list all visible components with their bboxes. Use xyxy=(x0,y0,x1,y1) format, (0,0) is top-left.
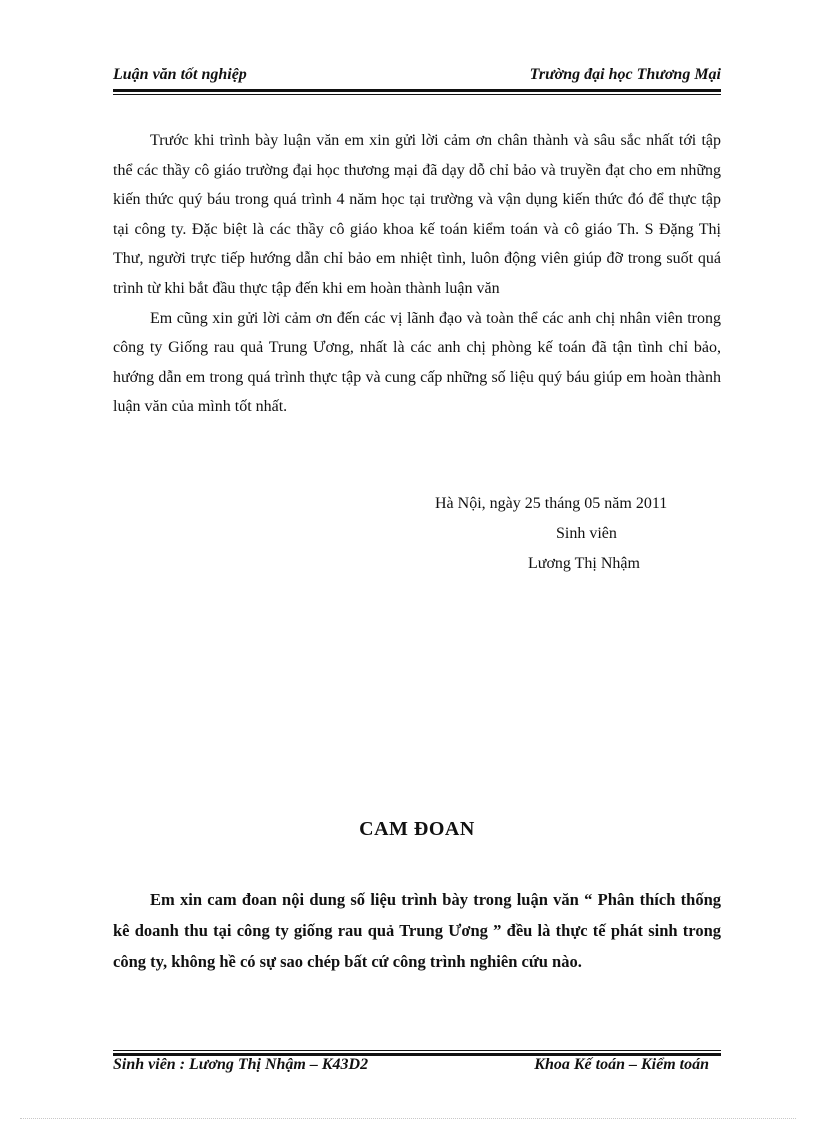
pledge-title: CAM ĐOAN xyxy=(359,818,475,840)
header-thesis-label: Luận văn tốt nghiệp xyxy=(113,66,247,83)
header-rule-thin xyxy=(113,94,721,95)
page-edge-divider xyxy=(20,1118,796,1119)
header-university-label: Trường đại học Thương Mại xyxy=(529,66,721,83)
signature-role: Sinh viên xyxy=(556,525,617,542)
signature-place-date: Hà Nội, ngày 25 tháng 05 năm 2011 xyxy=(435,495,668,512)
signature-block xyxy=(380,489,760,579)
acknowledgement-paragraph-2: Em cũng xin gửi lời cảm ơn đến các vị lãnh đạo và toàn thể các anh chị nhân viên trong công ty Giống rau quả Trung Ương, nhất là các anh chị phòng kế toán đã tận tình chỉ bảo, hướng dẫn em trong quá trình thực tập và cung cấp những số liệu quý báu giúp em hoàn thành luận văn của mình tốt nhất. xyxy=(113,309,721,416)
page-footer xyxy=(113,1056,709,1074)
signature-name: Lương Thị Nhậm xyxy=(528,555,640,572)
footer-rule-thin xyxy=(113,1050,721,1051)
pledge-section xyxy=(113,884,721,977)
page-header xyxy=(113,66,721,84)
pledge-text: Em xin cam đoan nội dung số liệu trình bày trong luận văn “ Phân thích thống kê doanh thu tại công ty giống rau quả Trung Ương ” đều là thực tế phát sinh trong công ty, không hề có sự sao chép bất cứ công trình nghiên cứu nào. xyxy=(113,890,721,971)
header-rule-thick xyxy=(113,89,721,92)
footer-faculty-label: Khoa Kế toán – Kiểm toán xyxy=(534,1056,709,1073)
acknowledgement-paragraph-1: Trước khi trình bày luận văn em xin gửi lời cảm ơn chân thành và sâu sắc nhất tới tập thể các thầy cô giáo trường đại học thương mại đã dạy dỗ chỉ bảo và truyền đạt cho em những kiến thức quý báu trong quá trình 4 năm học tại trường và vận dụng kiến thức đó để thực tập tại công ty. Đặc biệt là các thầy cô giáo khoa kế toán kiểm toán và cô giáo Th. S Đặng Thị Thư, người trực tiếp hướng dẫn chỉ bảo em nhiệt tình, luôn động viên giúp đỡ trong suốt quá trình từ khi bắt đầu thực tập đến khi em hoàn thành luận văn xyxy=(113,132,721,297)
footer-student-label: Sinh viên : Lương Thị Nhậm – K43D2 xyxy=(113,1056,369,1073)
acknowledgement-section xyxy=(113,126,721,422)
